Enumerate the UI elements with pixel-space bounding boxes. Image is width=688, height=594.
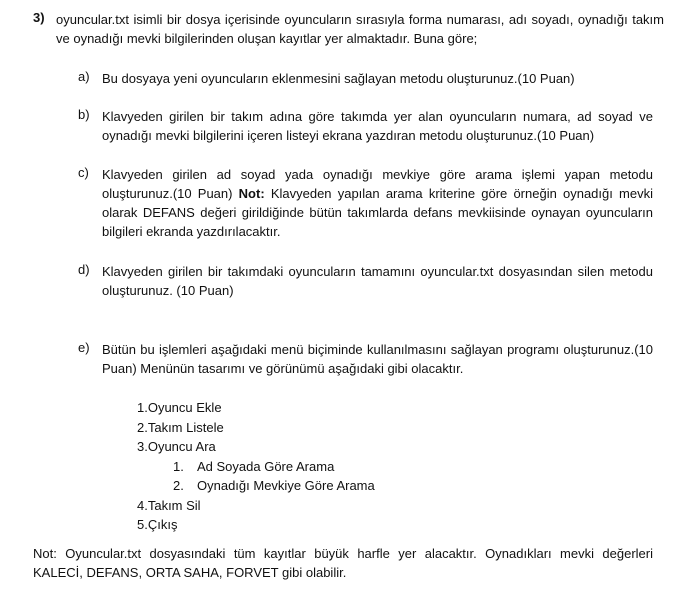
subitem-number: 1. (173, 458, 184, 474)
menu-item-list-team: 2.Takım Listele (137, 419, 224, 435)
menu-item-search-player: 3.Oyuncu Ara (137, 439, 216, 454)
note-label: Not: (238, 186, 265, 201)
item-text: Klavyeden girilen bir takım adına göre takımda yer alan oyuncuların numara, ad soyad ve oynadığı mevki bilgilerini içeren listeyi ekrana yazdıran metodu oluşturunuz.(10 Puan) (102, 109, 653, 143)
item-text: Klavyeden girilen bir takımdaki oyuncuların tamamını oyuncular.txt dosyasından silen metodu oluşturunuz. (10 Puan) (102, 264, 653, 298)
footer-note: Not: Oyuncular.txt dosyasındaki tüm kayıtlar büyük harfle yer alacaktır. Oynadıkları mevki değerleri KALECİ, DEFANS, ORTA SAHA, FORVET gibi olabilir. (33, 546, 653, 580)
question-number: 3) (33, 10, 45, 25)
subitem-label: Oynadığı Mevkiye Göre Arama (197, 478, 375, 493)
item-text: Bu dosyaya yeni oyuncuların eklenmesini sağlayan metodu oluşturunuz.(10 Puan) (102, 71, 575, 86)
menu-item-exit: 5.Çıkış (137, 517, 178, 532)
subitem-label: Ad Soyada Göre Arama (197, 458, 335, 474)
question-text: oyuncular.txt isimli bir dosya içerisinde oyuncuların sırasıyla forma numarası, adı soyadı, oynadığı takım ve oynadığı mevki bilgilerinden oluşan kayıtlar yer almaktadır. Buna göre; (56, 12, 664, 46)
item-letter: b) (78, 107, 90, 122)
menu-subitem-search-by-name (137, 457, 375, 477)
item-text: Bütün bu işlemleri aşağıdaki menü biçiminde kullanılmasını sağlayan programı oluşturunuz.(10 Puan) Menünün tasarımı ve görünümü aşağıdaki gibi olacaktır. (102, 342, 653, 376)
menu-item-delete-team: 4.Takım Sil (137, 497, 201, 513)
menu-item-add-player: 1.Oyuncu Ekle (137, 400, 222, 415)
item-text (102, 165, 653, 241)
item-text-part: Klavyeden yapılan arama kriterine göre örneğin oynadığı mevki olarak DEFANS değeri girildiğinde bütün takımlarda defans mevkiisinde oynayan oyuncuların bilgileri ekranda yazdırılacaktır. (102, 186, 653, 239)
subitem-number: 2. (173, 478, 184, 493)
menu-subitem-search-by-position (137, 476, 375, 496)
item-text-part: Klavyeden girilen ad soyad yada oynadığı mevkiye göre arama işlemi yapan metodu oluşturunuz.(10 Puan) (102, 167, 653, 201)
item-letter: d) (78, 262, 90, 277)
item-letter: e) (78, 340, 90, 355)
item-letter: c) (78, 165, 89, 180)
menu-listing (137, 398, 375, 535)
item-letter: a) (78, 69, 90, 84)
